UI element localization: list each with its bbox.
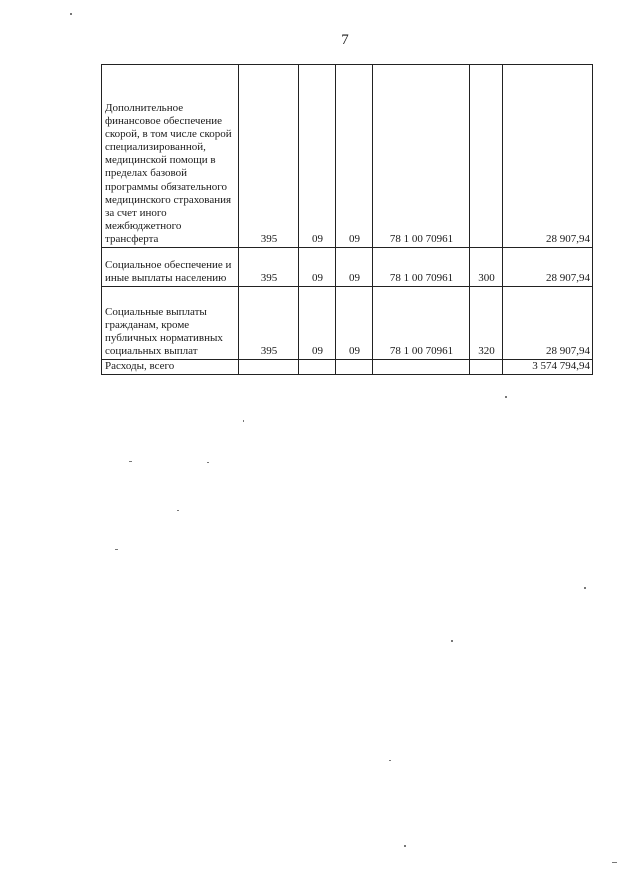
row-name: Дополнительное финансовое обеспечение скорой, в том числе скорой специализированной, медицинской помощи в пределах базовой программы обязательного медицинского страхования за счет иного межбюджетного трансферта (102, 65, 239, 248)
scan-speck (129, 461, 132, 462)
row-grbs: 395 (239, 248, 299, 287)
row-expense-type: 300 (470, 248, 503, 287)
row-amount: 28 907,94 (503, 65, 593, 248)
budget-table (101, 64, 593, 375)
row-subsection: 09 (336, 287, 373, 360)
empty-cell (239, 360, 299, 375)
scan-speck (404, 845, 406, 847)
row-target-article: 78 1 00 70961 (373, 65, 470, 248)
scan-speck (177, 510, 179, 511)
scan-speck (451, 640, 453, 642)
total-label: Расходы, всего (102, 360, 239, 375)
row-section: 09 (299, 287, 336, 360)
scan-speck (612, 862, 617, 863)
page-number: 7 (341, 32, 349, 48)
row-section: 09 (299, 248, 336, 287)
row-grbs: 395 (239, 65, 299, 248)
total-row (102, 360, 593, 375)
row-name: Социальное обеспечение и иные выплаты населению (102, 248, 239, 287)
row-amount: 28 907,94 (503, 248, 593, 287)
table-row (102, 287, 593, 360)
empty-cell (299, 360, 336, 375)
scan-speck (505, 396, 507, 398)
total-amount: 3 574 794,94 (503, 360, 593, 375)
scan-speck (115, 549, 118, 550)
row-expense-type: 320 (470, 287, 503, 360)
scan-speck (207, 462, 209, 463)
row-amount: 28 907,94 (503, 287, 593, 360)
row-subsection: 09 (336, 248, 373, 287)
table-row (102, 248, 593, 287)
row-grbs: 395 (239, 287, 299, 360)
scan-speck (243, 420, 244, 422)
row-section: 09 (299, 65, 336, 248)
row-subsection: 09 (336, 65, 373, 248)
row-target-article: 78 1 00 70961 (373, 248, 470, 287)
empty-cell (470, 360, 503, 375)
scan-speck (70, 13, 72, 15)
table-row (102, 65, 593, 248)
row-expense-type (470, 65, 503, 248)
scan-speck (389, 760, 391, 761)
row-name: Социальные выплаты гражданам, кроме публичных нормативных социальных выплат (102, 287, 239, 360)
row-target-article: 78 1 00 70961 (373, 287, 470, 360)
empty-cell (373, 360, 470, 375)
empty-cell (336, 360, 373, 375)
scan-speck (584, 587, 586, 589)
